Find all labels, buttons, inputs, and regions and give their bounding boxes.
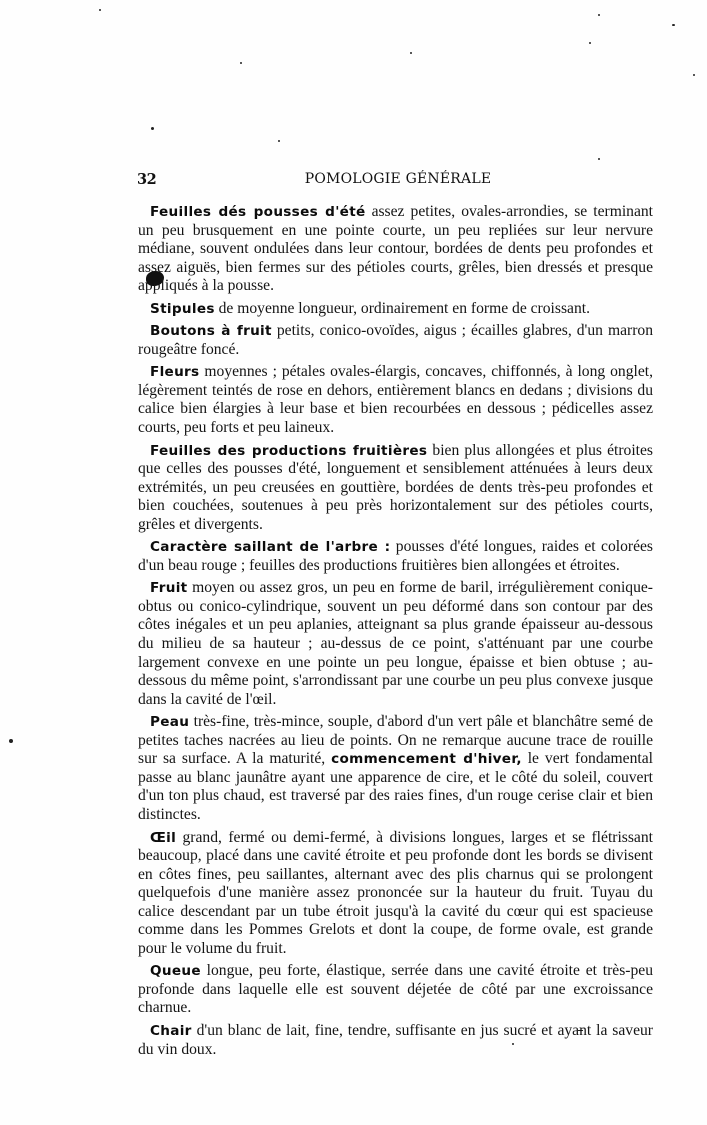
scan-speck — [410, 52, 412, 54]
paragraph-boutons — [138, 322, 653, 359]
paragraph-text: bien plus allongées et plus étroites que celles des pousses d'été, longuement et sensiblement atténuées à leurs deux extrémités, un peu creusées en gouttière, bordées de dents très-peu profondes et bien couchées, soutenues à peu près horizontalement sur des pétioles courts, grêles et divergents. — [138, 441, 653, 533]
paragraph-text: d'un blanc de lait, fine, tendre, suffisante en jus sucré et ayant la saveur du vin doux. — [138, 1021, 653, 1058]
paragraph-stipules — [138, 300, 653, 319]
term-heading: Chair — [150, 1022, 192, 1039]
term-heading: Feuilles des productions fruitières — [150, 442, 428, 459]
paragraph-feuilles-productions — [138, 442, 653, 535]
term-heading: Fruit — [150, 580, 188, 597]
paragraph-text: très-fine, très-mince, souple, d'abord d'un vert pâle et blanchâtre semé de petites taches nacrées au lieu de points. On ne remarque aucune trace de rouille sur sa surface. A la maturité, — [138, 713, 653, 768]
running-title: POMOLOGIE GÉNÉRALE — [304, 171, 492, 187]
scan-speck — [598, 158, 600, 160]
scan-speck — [598, 14, 600, 16]
scan-speck — [240, 62, 242, 64]
scan-speck — [672, 24, 675, 26]
paragraph-feuilles-pousses — [138, 203, 653, 296]
term-heading: Queue — [150, 963, 201, 980]
paragraph-text: grand, fermé ou demi-fermé, à divisions longues, larges et se flétrissant beaucoup, placé dans une cavité étroite et peu profonde dont les bords se divisent en côtes fines, peu saillantes, alternant avec des plis charnus qui se prolongent quelquefois d'une manière assez prononcée sur la hauteur du fruit. Tuyau du calice descendant par un tube étroit jusqu'à la cavité du cœur qui est spacieuse comme dans les Pommes Grelots et dont la coupe, de forme ovale, est grande pour le volume du fruit. — [138, 828, 653, 957]
term-heading: Feuilles dés pousses d'été — [150, 204, 366, 220]
paragraph-text: moyennes ; pétales ovales-élargis, concaves, chiffonnés, à long onglet, légèrement teintés de rose en dehors, entièrement blancs en dedans ; divisions du calice bien élargies à leur base et bien recourbées en dessous ; pédicelles assez courts, peu forts et peu laineux. — [138, 363, 653, 437]
term-inline: commencement d'hiver, — [331, 751, 522, 768]
paragraph-text: de moyenne longueur, ordinairement en forme de croissant. — [214, 299, 590, 317]
paragraph-chair — [138, 1022, 653, 1059]
paragraph-text: longue, peu forte, élastique, serrée dans une cavité étroite et très-peu profonde dans laquelle elle est souvent déjetée de côté par une excroissance charnue. — [138, 962, 653, 1017]
paragraph-text: assez petites, ovales-arrondies, se terminant un peu brusquement en une pointe courte, un peu repliées sur leur nervure médiane, souvent ondulées dans leur contour, bordées de dents peu profondes et assez aiguës, bien fermes sur des pétioles courts, grêles, bien dressés et presque appliqués à la pousse. — [138, 203, 653, 295]
scan-speck — [278, 140, 280, 142]
paragraph-fleurs — [138, 363, 653, 437]
page-number: 32 — [137, 171, 157, 188]
paragraph-fruit — [138, 579, 653, 709]
scan-speck — [9, 739, 13, 743]
paragraph-oeil — [138, 829, 653, 959]
scan-speck — [693, 74, 695, 76]
term-heading: Boutons à fruit — [150, 323, 272, 340]
term-heading: Stipules — [150, 300, 215, 317]
term-heading: Fleurs — [150, 364, 200, 381]
paragraph-text: pousses d'été longues, raides et colorées d'un beau rouge ; feuilles des productions fruitières bien allongées et étroites. — [138, 538, 653, 574]
scan-speck — [589, 42, 591, 44]
term-heading: Caractère saillant de l'arbre : — [150, 539, 391, 556]
scan-speck — [151, 127, 154, 130]
term-heading: Peau — [150, 714, 190, 731]
paragraph-text: le vert fondamental passe au blanc jaunâtre ayant une apparence de cire, et le côté du soleil, couvert d'un ton plus chaud, est traversé par des raies fines, d'un rouge cerise clair et bien distinctes. — [138, 750, 653, 823]
paragraph-peau — [138, 713, 653, 824]
page-header — [137, 171, 653, 191]
term-heading: Œil — [150, 829, 177, 846]
paragraph-text: petits, conico-ovoïdes, aigus ; écailles glabres, d'un marron rougeâtre foncé. — [138, 322, 653, 358]
scan-speck — [99, 9, 101, 11]
body-text — [138, 203, 653, 1063]
paragraph-caractere — [138, 538, 653, 575]
paragraph-queue — [138, 962, 653, 1018]
paragraph-text: moyen ou assez gros, un peu en forme de baril, irrégulièrement conique-obtus ou conico-cylindrique, souvent un peu déformé dans son contour par des côtes inégales et un peu aplanies, atteignant sa plus grande épaisseur au-dessous du milieu de sa hauteur ; au-dessus de ce point, s'atténuant par une courbe largement convexe en une pointe un peu longue, épaisse et bien obtuse ; au-dessous du même point, s'arrondissant par une courbe un peu plus convexe jusque dans la cavité de l'œil. — [138, 579, 653, 708]
